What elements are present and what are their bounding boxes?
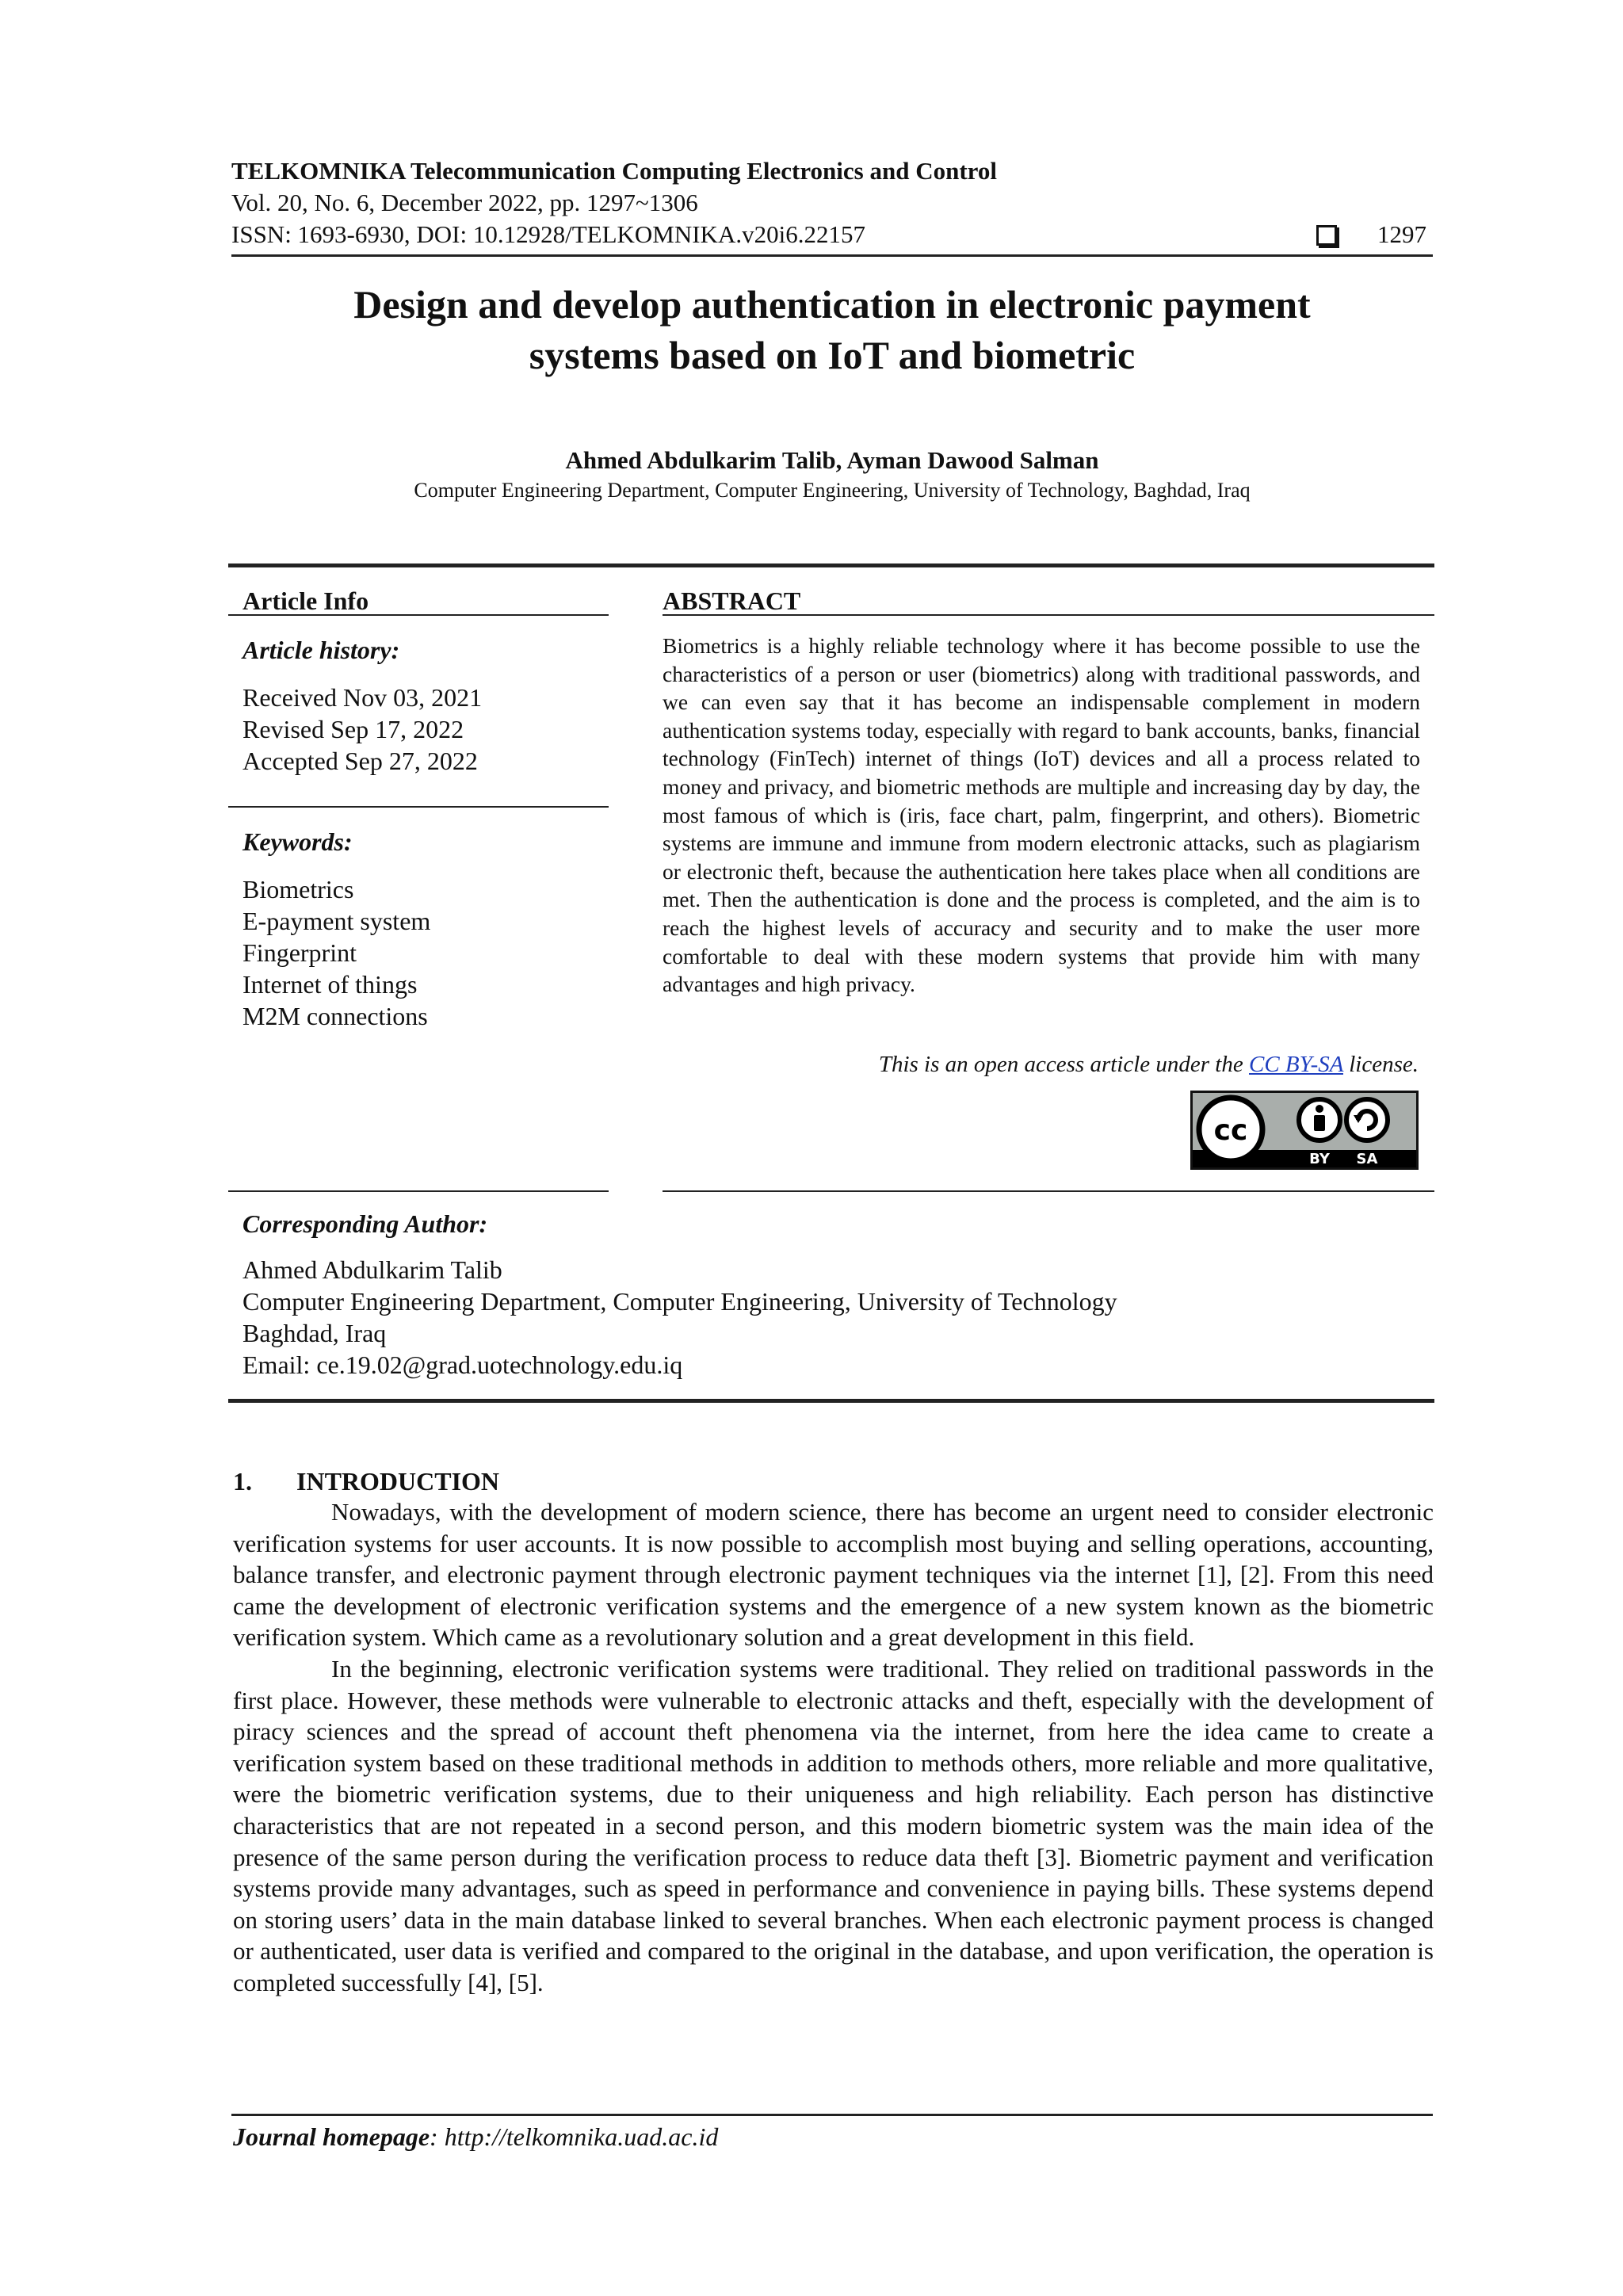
introduction-heading (233, 1465, 499, 1497)
article-info-heading: Article Info (242, 586, 369, 615)
affiliation: Computer Engineering Department, Computer Engineering, University of Technology, Baghdad, Iraq (414, 479, 1251, 502)
license-link[interactable]: CC BY-SA (1249, 1052, 1343, 1077)
volume-info: Vol. 20, No. 6, December 2022, pp. 1297~1306 (231, 189, 698, 216)
paper-title (231, 279, 1433, 380)
badge-sa-label: SA (1356, 1151, 1378, 1167)
cc-badge-graphic (1193, 1093, 1416, 1167)
corresponding-city: Baghdad, Iraq (242, 1319, 387, 1347)
license-note (663, 1049, 1419, 1079)
page-number: 1297 (1377, 220, 1426, 248)
badge-by-label: BY (1309, 1151, 1330, 1167)
license-prefix: This is an open access article under the (878, 1052, 1249, 1077)
keyword: Biometrics (242, 875, 354, 904)
license-suffix: license. (1342, 1052, 1419, 1077)
abstract-heading: ABSTRACT (663, 586, 801, 615)
checkbox-icon (1316, 225, 1337, 246)
corresponding-details (242, 1254, 1117, 1381)
revised-date: Revised Sep 17, 2022 (242, 715, 464, 743)
by-icon (1299, 1099, 1340, 1140)
corresponding-name: Ahmed Abdulkarim Talib (242, 1255, 502, 1284)
corresponding-label: Corresponding Author: (242, 1209, 488, 1238)
title-line: Design and develop authentication in electronic payment (353, 282, 1311, 327)
footer-divider (231, 2114, 1433, 2116)
keywords-list (242, 873, 430, 1032)
authors: Ahmed Abdulkarim Talib, Ayman Dawood Salman (565, 446, 1099, 474)
history-rule (228, 806, 609, 808)
abstract-text: Biometrics is a highly reliable technology where it has become possible to use the characteristics of a person or user (biometrics) along with traditional passwords, and we can even say that it has become an indispensable complement in modern authentication systems today, especially with regard to bank accounts, banks, financial technology (FinTech) internet of things (IoT) devices and all a process related to money and privacy, and biometric methods are multiple and increasing day by day, the most famous of which is (iris, face chart, palm, fingerprint, and others). Biometric systems are immune and immune from modern electronic attacks, such as plagiarism or electronic theft, because the authentication here takes place when all conditions are met. Then the authentication is done and the process is completed, and the aim is to reach the highest levels of accuracy and security and to make the user more comfortable to deal with these modern systems that provide him with many advantages and high privacy. (663, 633, 1420, 997)
homepage-label: Journal homepage (233, 2122, 430, 2151)
keyword: M2M connections (242, 1002, 428, 1030)
keyword: Fingerprint (242, 938, 357, 967)
keyword: Internet of things (242, 970, 418, 999)
sa-icon (1346, 1099, 1388, 1140)
article-history-label: Article history: (242, 636, 400, 664)
corresponding-email: Email: ce.19.02@grad.uotechnology.edu.iq (242, 1350, 683, 1379)
svg-text:cc: cc (1213, 1114, 1248, 1147)
section-title: INTRODUCTION (296, 1467, 500, 1496)
corresponding-department: Computer Engineering Department, Computer Engineering, University of Technology (242, 1287, 1117, 1316)
homepage-url[interactable]: : http://telkomnika.uad.ac.id (430, 2122, 719, 2151)
journal-name: TELKOMNIKA Telecommunication Computing Electronics and Control (231, 157, 997, 185)
paragraph: In the beginning, electronic verification systems were traditional. They relied on traditional passwords in the first place. However, these methods were vulnerable to electronic attacks and theft, especially with the development of piracy sciences and the spread of account theft phenomena via the internet, from here the idea came to create a verification system based on these traditional methods in addition to methods others, more reliable and more qualitative, were the biometric verification systems, due to their uniqueness and high reliability. Each person has distinctive characteristics that are not repeated in a second person, and this modern biometric system was the main idea of the presence of the same person during the verification process to reduce data theft [3]. Biometric payment and verification systems provide many advantages, such as speed in performance and convenience in paying bills. These systems depend on storing users’ data in the main database linked to several branches. When each electronic payment process is changed or authenticated, user data is verified and compared to the original in the database, and upon verification, the operation is completed successfully [4], [5]. (233, 1654, 1434, 1996)
cc-license-badge[interactable] (1190, 1091, 1419, 1170)
section-number: 1. (233, 1467, 252, 1496)
corresponding-bottom-rule (228, 1399, 1434, 1403)
cc-icon (1199, 1098, 1262, 1161)
keywords-bottom-rule (228, 1190, 609, 1192)
header-divider (231, 254, 1433, 257)
accepted-date: Accepted Sep 27, 2022 (242, 747, 478, 775)
paragraph: Nowadays, with the development of modern science, there has become an urgent need to consider electronic verification systems for user accounts. It is now possible to accomplish most buying and selling operations, accounting, balance transfer, and electronic payment through electronic payment techniques via the internet [1], [2]. From this need came the development of electronic verification systems and the emergence of a new system known as the biometric verification system. Which came as a revolutionary solution and a great development in this field. (233, 1498, 1434, 1652)
title-line: systems based on IoT and biometric (529, 333, 1136, 377)
keyword: E-payment system (242, 907, 431, 935)
info-top-rule (228, 563, 1434, 567)
issn-doi: ISSN: 1693-6930, DOI: 10.12928/TELKOMNIKA.v20i6.22157 (231, 220, 865, 248)
keywords-label: Keywords: (242, 827, 353, 856)
abstract-bottom-rule (663, 1190, 1434, 1192)
received-date: Received Nov 03, 2021 (242, 683, 483, 712)
introduction-body (233, 1496, 1434, 1999)
article-history (242, 682, 482, 777)
journal-homepage (233, 2121, 718, 2153)
